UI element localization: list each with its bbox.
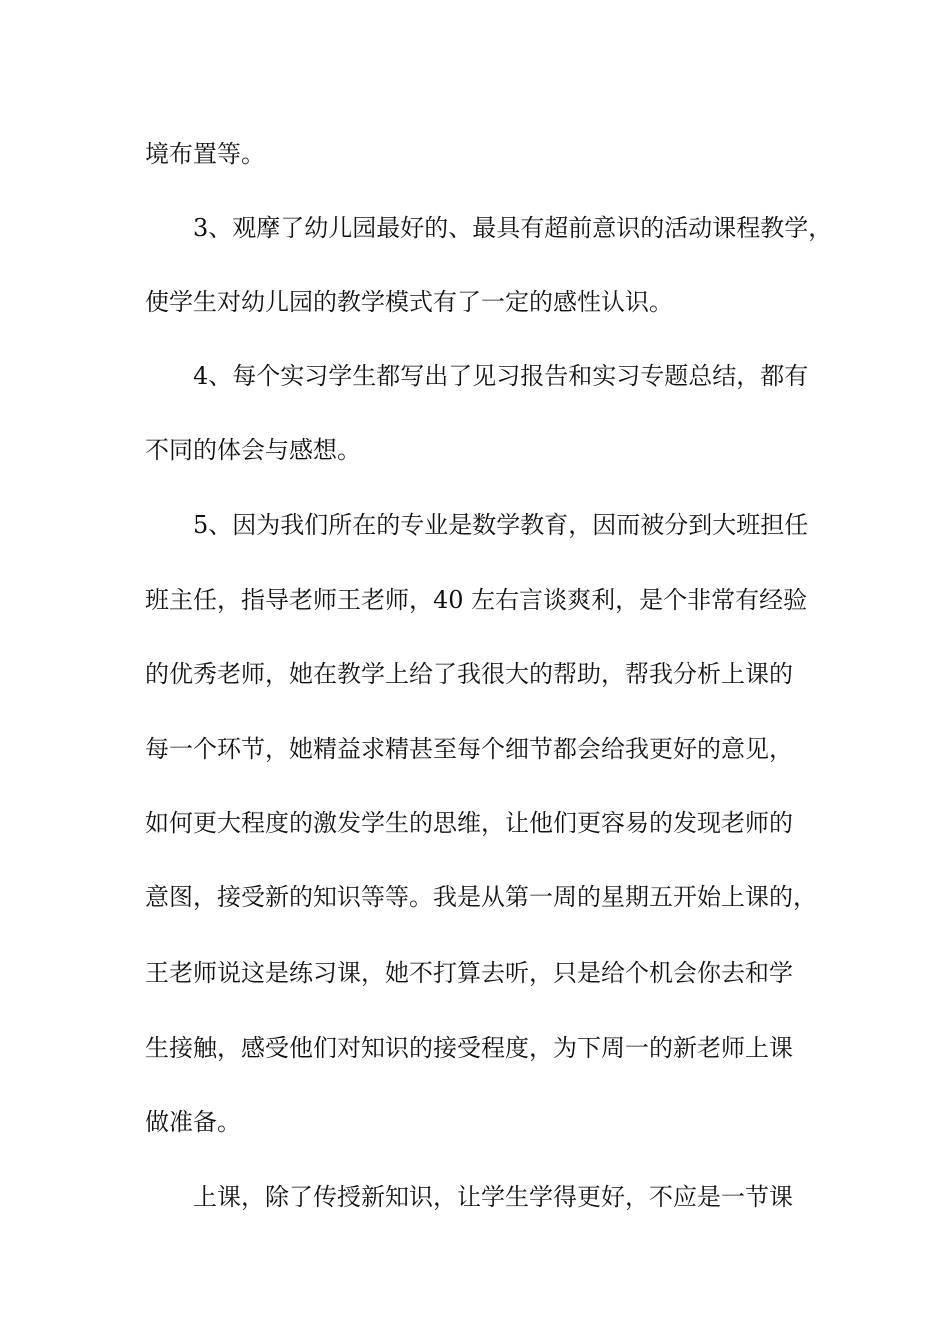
paragraph-line: 做准备。 [145, 1108, 241, 1136]
paragraph-line: 5、因为我们所在的专业是数学教育，因而被分到大班担任 [193, 511, 809, 539]
paragraph-line: 不同的体会与感想。 [145, 436, 361, 464]
paragraph-line: 的优秀老师，她在教学上给了我很大的帮助，帮我分析上课的 [145, 660, 793, 688]
paragraph-line: 每一个环节，她精益求精甚至每个细节都会给我更好的意见， [145, 735, 793, 763]
paragraph-line: 3、观摩了幼儿园最好的、最具有超前意识的活动课程教学， [193, 214, 833, 242]
paragraph-line: 意图，接受新的知识等等。我是从第一周的星期五开始上课的， [145, 883, 817, 911]
paragraph-line: 生接触，感受他们对知识的接受程度，为下周一的新老师上课 [145, 1034, 793, 1062]
paragraph-line: 如何更大程度的激发学生的思维，让他们更容易的发现老师的 [145, 809, 793, 837]
paragraph-line: 使学生对幼儿园的教学模式有了一定的感性认识。 [145, 288, 673, 316]
paragraph-line: 班主任，指导老师王老师，40 左右言谈爽利，是个非常有经验 [145, 586, 808, 614]
paragraph-line: 王老师说这是练习课，她不打算去听，只是给个机会你去和学 [145, 959, 793, 987]
paragraph-line: 4、每个实习学生都写出了见习报告和实习专题总结，都有 [193, 362, 809, 390]
paragraph-line: 境布置等。 [145, 140, 265, 168]
paragraph-line: 上课，除了传授新知识，让学生学得更好，不应是一节课 [193, 1183, 793, 1211]
